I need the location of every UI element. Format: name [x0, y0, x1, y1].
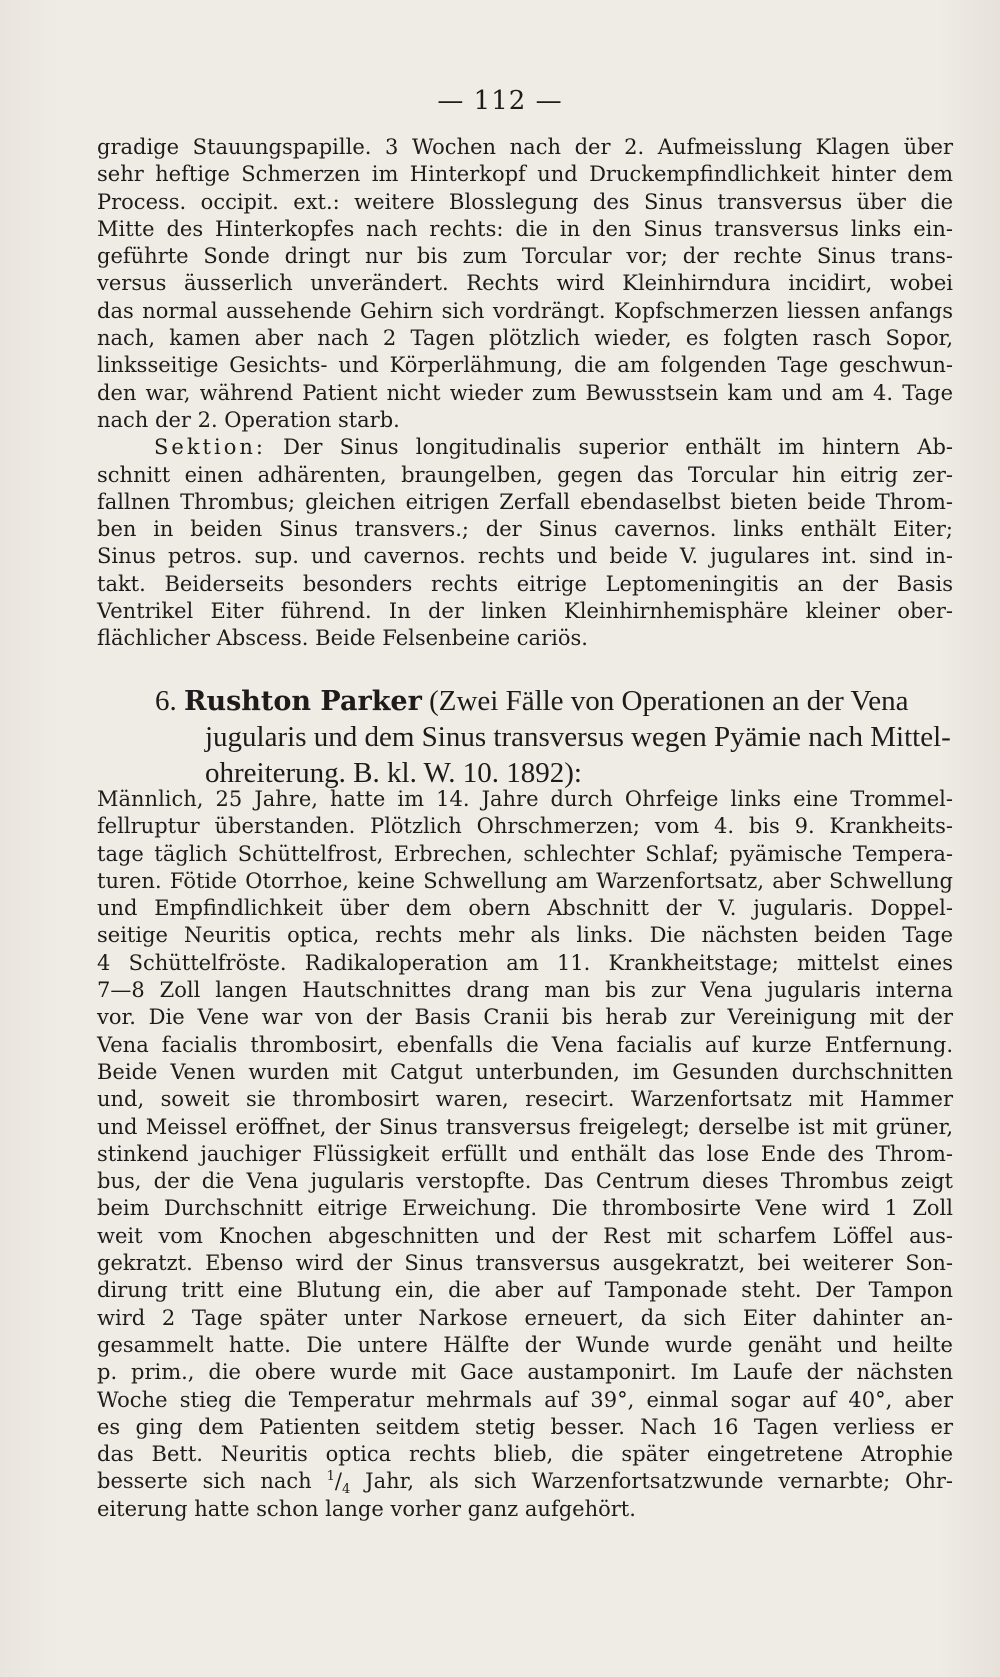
sektion-label: Sektion: — [154, 435, 266, 460]
text-line: geführte Sonde dringt nur bis zum Torcular vor; der rechte Sinus trans- — [97, 244, 953, 269]
text-line: Vena facialis thrombosirt, ebenfalls die Vena facialis auf kurze Entfernung. — [97, 1032, 953, 1057]
text-line: es ging dem Patienten seitdem stetig besser. Nach 16 Tagen verliess er — [97, 1414, 953, 1439]
text-line: fallnen Thrombus; gleichen eitrigen Zerfall ebendaselbst bieten beide Throm- — [97, 489, 953, 514]
text-line: das normal aussehende Gehirn sich vordrängt. Kopfschmerzen liessen anfangs — [97, 298, 953, 323]
text-line: turen. Fötide Otorrhoe, keine Schwellung am Warzenfortsatz, aber Schwellung — [97, 868, 953, 893]
text-line: bus, der die Vena jugularis verstopfte. Das Centrum dieses Thrombus zeigt — [97, 1169, 953, 1194]
text-line: wird 2 Tage später unter Narkose erneuert, da sich Eiter dahinter an- — [97, 1305, 953, 1330]
text-line: sehr heftige Schmerzen im Hinterkopf und Druckempfindlichkeit hinter dem — [97, 162, 953, 187]
text-line: Process. occipit. ext.: weitere Blosslegung des Sinus transversus über die — [97, 189, 953, 214]
text-line: 4 Schüttelfröste. Radikaloperation am 11. Krankheitstage; mittelst eines — [97, 950, 953, 975]
heading-title-start: (Zwei Fälle von Operationen an der Vena — [429, 685, 909, 717]
text-line: 7—8 Zoll langen Hautschnittes drang man bis zur Vena jugularis interna — [97, 978, 953, 1003]
fraction-denominator: 4 — [341, 1482, 351, 1498]
text-line: fellruptur überstanden. Plötzlich Ohrschmerzen; vom 4. bis 9. Krankheits- — [97, 814, 953, 839]
text-line: und, soweit sie thrombosirt waren, resecirt. Warzenfortsatz mit Hammer — [97, 1087, 953, 1112]
text-line: Ventrikel Eiter führend. In der linken Kleinhirnhemisphäre kleiner ober- — [97, 599, 953, 624]
text-line: versus äusserlich unverändert. Rechts wird Kleinhirndura incidirt, wobei — [97, 271, 953, 296]
text-line: das Bett. Neuritis optica rechts blieb, die später eingetretene Atrophie — [97, 1442, 953, 1467]
heading-line: jugularis und dem Sinus transversus wegen Pyämie nach Mittel- — [205, 721, 951, 753]
text-line: dirung tritt eine Blutung ein, die aber auf Tamponade steht. Der Tampon — [97, 1278, 953, 1303]
text-line: den war, während Patient nicht wieder zum Bewusstsein kam und am 4. Tage — [97, 380, 953, 405]
text-line: gradige Stauungspapille. 3 Wochen nach der 2. Aufmeisslung Klagen über — [97, 135, 953, 159]
section-heading — [155, 683, 955, 791]
text-line: Sinus petros. sup. und cavernos. rechts und beide V. jugulares int. sind in- — [97, 544, 953, 569]
text-line: linksseitige Gesichts- und Körperlähmung, die am folgenden Tage geschwun- — [97, 353, 953, 378]
fraction-numerator: 1 — [326, 1469, 335, 1485]
heading-number: 6. — [155, 685, 177, 717]
text-line: stinkend jauchiger Flüssigkeit erfüllt und enthält das lose Ende des Throm- — [97, 1141, 953, 1166]
text-line: takt. Beiderseits besonders rechts eitrige Leptomeningitis an der Basis — [97, 571, 953, 596]
text-line: eiterung hatte schon lange vorher ganz aufgehört. — [97, 1496, 636, 1521]
text-line: seitige Neuritis optica, rechts mehr als links. Die nächsten beiden Tage — [97, 923, 953, 948]
text-line: Männlich, 25 Jahre, hatte im 14. Jahre durch Ohrfeige links eine Trommel- — [97, 787, 953, 811]
paragraph-block-case-report — [97, 786, 953, 1523]
text-line: weit vom Knochen abgeschnitten und der Rest mit scharfem Löffel aus- — [97, 1223, 953, 1248]
text-line: gesammelt hatte. Die untere Hälfte der Wunde wurde genäht und heilte — [97, 1332, 953, 1357]
text-line: tage täglich Schüttelfrost, Erbrechen, schlechter Schlaf; pyämische Tempera- — [97, 841, 953, 866]
fraction-line: besserte sich nach $^1/_4$ Jahr, als sich Warzenfortsatzwunde vernarbte; Ohr- — [97, 1469, 953, 1498]
text-line: schnitt einen adhärenten, braungelben, gegen das Torcular hin eitrig zer- — [97, 462, 953, 487]
fraction-line-after: Jahr, als sich Warzenfortsatzwunde vernarbte; Ohr- — [350, 1469, 953, 1494]
text-line: nach der 2. Operation starb. — [97, 407, 400, 432]
text-line: vor. Die Vene war von der Basis Cranii bis herab zur Vereinigung mit der — [97, 1005, 953, 1030]
text-line: Mitte des Hinterkopfes nach rechts: die in den Sinus transversus links ein- — [97, 216, 953, 241]
page-number: — 112 — — [437, 86, 563, 116]
paragraph-block-case-continuation — [97, 134, 953, 653]
text-line: Beide Venen wurden mit Catgut unterbunden, im Gesunden durchschnitten — [97, 1059, 953, 1084]
fraction-line-before: besserte sich nach — [97, 1469, 327, 1494]
heading-line: ohreiterung. B. kl. W. 10. 1892): — [205, 757, 582, 789]
heading-line — [155, 683, 955, 719]
text-line: p. prim., die obere wurde mit Gace austamponirt. Im Laufe der nächsten — [97, 1360, 953, 1385]
text-line: und Meissel eröffnet, der Sinus transversus freigelegt; derselbe ist mit grüner, — [97, 1114, 953, 1139]
sektion-first-line — [97, 434, 953, 461]
heading-author: Rushton Parker — [184, 686, 422, 717]
text-line: beim Durchschnitt eitrige Erweichung. Die thrombosirte Vene wird 1 Zoll — [97, 1196, 953, 1221]
text-line: gekratzt. Ebenso wird der Sinus transversus ausgekratzt, bei weiterer Son- — [97, 1251, 953, 1276]
sektion-text: Der Sinus longitudinalis superior enthält im hintern Ab- — [265, 435, 953, 460]
text-line: und Empfindlichkeit über dem obern Abschnitt der V. jugularis. Doppel- — [97, 896, 953, 921]
text-line: Woche stieg die Temperatur mehrmals auf 39°, einmal sogar auf 40°, aber — [97, 1387, 953, 1412]
text-line: flächlicher Abscess. Beide Felsenbeine cariös. — [97, 626, 588, 651]
text-line: ben in beiden Sinus transvers.; der Sinus cavernos. links enthält Eiter; — [97, 517, 953, 542]
text-line: nach, kamen aber nach 2 Tagen plötzlich wieder, es folgten rasch Sopor, — [97, 326, 953, 351]
